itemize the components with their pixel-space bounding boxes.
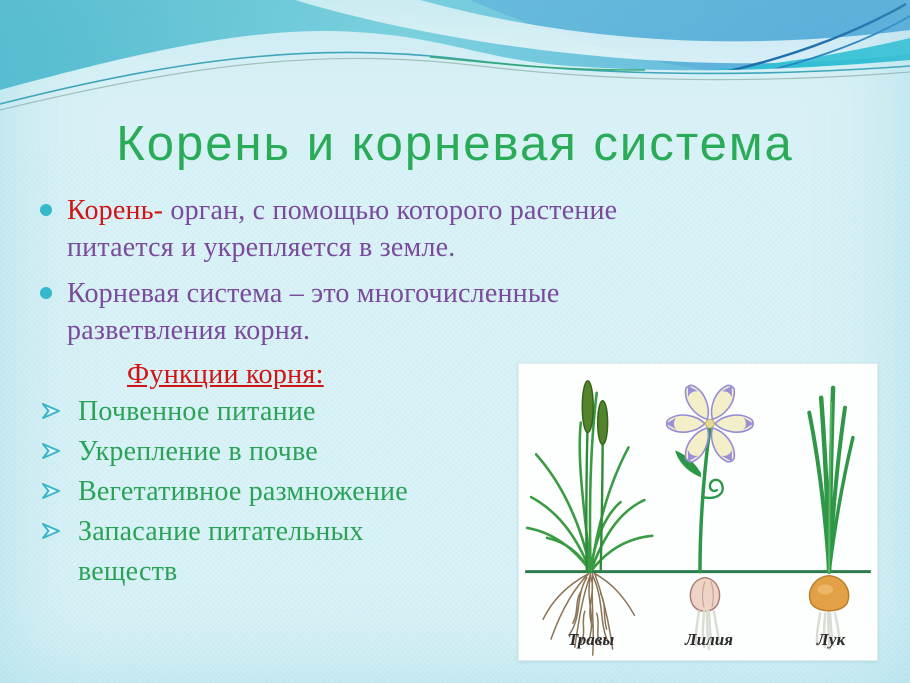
lily-plant bbox=[666, 381, 753, 649]
list-item bbox=[42, 514, 512, 554]
bullet-text bbox=[67, 192, 617, 266]
bullet-root-system-definition bbox=[40, 275, 820, 349]
functions-list bbox=[42, 394, 512, 594]
slide-title: Корень и корневая система bbox=[116, 117, 794, 171]
bullet-text bbox=[67, 275, 559, 349]
list-item-label: Запасание питательных bbox=[78, 516, 364, 547]
term-root: Корень- bbox=[67, 195, 164, 226]
list-item bbox=[42, 474, 512, 514]
dot-bullet-icon bbox=[40, 204, 52, 216]
definition-rest: орган, с помощью которого растение bbox=[163, 195, 618, 226]
list-item-label: веществ bbox=[78, 556, 178, 587]
grass-label: Травы bbox=[567, 630, 615, 649]
list-item bbox=[42, 434, 512, 474]
lily-label: Лилия bbox=[684, 630, 734, 649]
list-item bbox=[42, 394, 512, 434]
list-item-continuation bbox=[42, 554, 512, 594]
onion-label: Лук bbox=[816, 630, 846, 649]
arrow-bullet-icon bbox=[42, 483, 66, 504]
definition-line1: Корневая система – это многочисленные bbox=[67, 278, 560, 309]
onion-plant bbox=[809, 388, 853, 649]
functions-heading: Функции корня: bbox=[127, 359, 324, 390]
list-item-label: Почвенное питание bbox=[78, 396, 316, 427]
arrow-bullet-icon bbox=[42, 403, 66, 424]
root-types-figure bbox=[518, 363, 878, 661]
arrow-bullet-icon bbox=[42, 523, 66, 544]
list-item-label: Укрепление в почве bbox=[78, 436, 318, 467]
definition-line2: разветвления корня. bbox=[67, 315, 311, 346]
grass-plant bbox=[527, 381, 652, 655]
plants-illustration bbox=[519, 364, 877, 660]
arrow-bullet-icon bbox=[42, 443, 66, 464]
bullet-root-definition bbox=[40, 192, 820, 266]
definition-bullets bbox=[40, 192, 820, 358]
dot-bullet-icon bbox=[40, 287, 52, 299]
list-item-label: Вегетативное размножение bbox=[78, 476, 408, 507]
definition-line2: питается и укрепляется в земле. bbox=[67, 232, 456, 263]
